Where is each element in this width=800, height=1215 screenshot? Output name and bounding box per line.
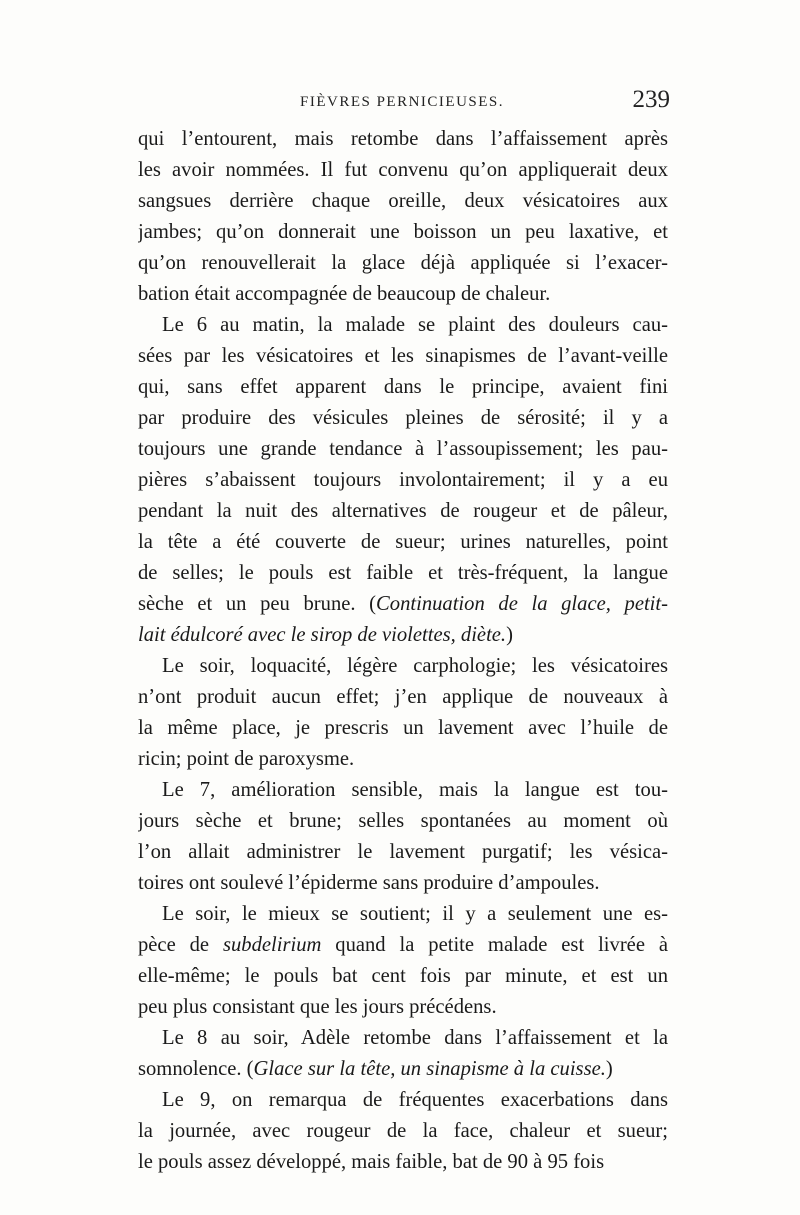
text-segment: toires ont soulevé l’épiderme sans produire d’ampoules. (138, 872, 600, 894)
text-segment: jours sèche et brune; selles spontanées au moment où (138, 810, 668, 832)
text-segment: Le 9, on remarqua de fréquentes exacerbations dans (162, 1089, 668, 1111)
text-segment: jambes; qu’on donnerait une boisson un peu laxative, et (138, 221, 668, 243)
italic-text-segment: Glace sur la tête, un sinapisme à la cuisse. (253, 1058, 606, 1080)
text-segment: bation était accompagnée de beaucoup de chaleur. (138, 283, 551, 305)
text-segment: l’on allait administrer le lavement purgatif; les vésica- (138, 841, 668, 863)
text-segment: qui l’entourent, mais retombe dans l’affaissement après (138, 128, 668, 150)
text-line (138, 961, 668, 992)
text-line (138, 1085, 668, 1116)
italic-text-segment: lait édulcoré avec le sirop de violettes, diète. (138, 624, 507, 646)
text-segment: sèche et un peu brune. ( (138, 593, 377, 615)
text-line (138, 124, 668, 155)
text-line (138, 1116, 668, 1147)
text-line (138, 868, 668, 899)
text-segment: quand la petite malade est livrée à (321, 934, 668, 956)
text-segment: qu’on renouvellerait la glace déjà appliquée si l’exacer- (138, 252, 668, 274)
text-segment: sangsues derrière chaque oreille, deux vésicatoires aux (138, 190, 668, 212)
text-line (138, 1147, 668, 1178)
text-segment: Le soir, le mieux se soutient; il y a seulement une es- (162, 903, 668, 925)
text-segment: toujours une grande tendance à l’assoupissement; les pau- (138, 438, 668, 460)
text-line (138, 651, 668, 682)
text-segment: pières s’abaissent toujours involontairement; il y a eu (138, 469, 668, 491)
text-segment: sées par les vésicatoires et les sinapismes de l’avant-veille (138, 345, 668, 367)
running-head (140, 86, 670, 116)
text-segment: peu plus consistant que les jours précédens. (138, 996, 497, 1018)
text-segment: la tête a été couverte de sueur; urines naturelles, point (138, 531, 668, 553)
text-segment: de selles; le pouls est faible et très-fréquent, la langue (138, 562, 668, 584)
italic-text-segment: subdelirium (222, 934, 322, 956)
text-line (138, 589, 668, 620)
text-line (138, 992, 668, 1023)
text-line (138, 713, 668, 744)
text-segment: pendant la nuit des alternatives de rougeur et de pâleur, (138, 500, 668, 522)
text-line (138, 1054, 668, 1085)
text-line (138, 217, 668, 248)
text-segment: les avoir nommées. Il fut convenu qu’on appliquerait deux (138, 159, 668, 181)
text-line (138, 837, 668, 868)
text-line (138, 186, 668, 217)
text-segment: elle-même; le pouls bat cent fois par minute, et est un (138, 965, 668, 987)
text-line (138, 372, 668, 403)
text-line (138, 620, 668, 651)
text-line (138, 775, 668, 806)
text-line (138, 682, 668, 713)
text-line (138, 744, 668, 775)
text-segment: somnolence. ( (138, 1058, 254, 1080)
text-segment: qui, sans effet apparent dans le principe, avaient fini (138, 376, 668, 398)
text-segment: la même place, je prescris un lavement avec l’huile de (138, 717, 668, 739)
body-text (138, 124, 668, 1178)
text-segment: ricin; point de paroxysme. (138, 748, 355, 770)
text-segment: Le 7, amélioration sensible, mais la langue est tou- (162, 779, 668, 801)
text-line (138, 248, 668, 279)
running-title: FIÈVRES PERNICIEUSES. (300, 94, 505, 110)
text-line (138, 899, 668, 930)
text-line (138, 527, 668, 558)
text-line (138, 558, 668, 589)
text-segment: Le 8 au soir, Adèle retombe dans l’affaissement et la (162, 1027, 668, 1049)
text-line (138, 403, 668, 434)
text-line (138, 434, 668, 465)
text-line (138, 806, 668, 837)
text-segment: la journée, avec rougeur de la face, chaleur et sueur; (138, 1120, 668, 1142)
text-segment: ) (506, 624, 513, 646)
text-segment: le pouls assez développé, mais faible, bat de 90 à 95 fois (138, 1151, 605, 1173)
text-line (138, 310, 668, 341)
text-segment: par produire des vésicules pleines de sérosité; il y a (138, 407, 668, 429)
text-line (138, 496, 668, 527)
italic-text-segment: Continuation de la glace, petit- (376, 593, 668, 615)
text-line (138, 465, 668, 496)
text-segment: Le 6 au matin, la malade se plaint des douleurs cau- (162, 314, 668, 336)
text-line (138, 930, 668, 961)
text-line (138, 341, 668, 372)
text-segment: Le soir, loquacité, légère carphologie; les vésicatoires (162, 655, 668, 677)
text-line (138, 279, 668, 310)
page-number: 239 (632, 86, 670, 113)
text-segment: n’ont produit aucun effet; j’en applique de nouveaux à (138, 686, 668, 708)
text-segment: ) (605, 1058, 613, 1080)
text-segment: pèce de (138, 934, 223, 956)
text-line (138, 155, 668, 186)
text-line (138, 1023, 668, 1054)
